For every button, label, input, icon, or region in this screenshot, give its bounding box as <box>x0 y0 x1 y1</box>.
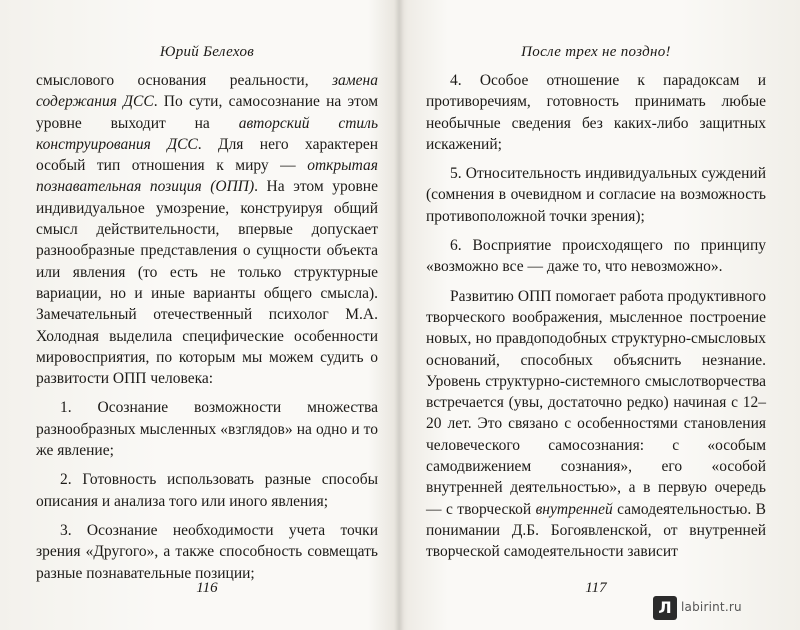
right-page-header: После трех не поздно! <box>521 44 671 60</box>
left-page-body <box>36 70 378 584</box>
left-page-header: Юрий Белехов <box>159 44 255 60</box>
paragraph <box>36 70 378 389</box>
text-run: 3. Осознание необходимости учета точки зрения «Другого», а также способность совмещать разные познавательные позиции; <box>36 521 378 582</box>
watermark-text: labirint.ru <box>681 600 742 614</box>
text-run: 4. Особое отношение к парадоксам и противоречиям, готовность принимать любые необычные сведения без каких-либо защитных искажений; <box>426 72 766 153</box>
text-run: смыслового основания реальности, <box>36 72 332 89</box>
paragraph <box>426 235 766 278</box>
text-run: 5. Относительность индивидуальных суждений (сомнения в очевидном и согласие на возможность противоположной точки зрения); <box>426 165 766 225</box>
italic-text: внутренней <box>535 500 613 518</box>
text-run: самодеятельностью. В понимании Д.Б. Богоявленской, от внутренней творческой самодеятельности зависит <box>426 500 766 561</box>
text-run: 1. Осознание возможности множества разнообразных мысленных «взглядов» на одно и то же явление; <box>36 399 378 460</box>
text-run: . По сути, самосознание на этом уровне выходит на <box>36 93 378 132</box>
book-gutter <box>394 0 404 630</box>
paragraph <box>426 286 766 563</box>
paragraph <box>36 520 378 584</box>
text-run: 6. Восприятие происходящего по принципу «возможно все — даже то, что невозможно». <box>426 237 766 276</box>
left-page <box>36 0 378 630</box>
italic-text: авторский стиль конструирования ДСС <box>36 114 378 153</box>
paragraph <box>426 163 766 227</box>
right-page <box>426 0 766 630</box>
italic-text: открытая познавательная позиция (ОПП) <box>36 157 378 196</box>
paragraph <box>36 469 378 512</box>
left-page-number: 116 <box>196 580 218 596</box>
right-page-number: 117 <box>585 580 607 596</box>
text-run: 2. Готовность использовать разные способы описания и анализа того или иного явления; <box>36 471 378 510</box>
text-run: Развитию ОПП помогает работа продуктивного творческого воображения, мысленное построение новых, но правдоподобных структурно-смысловых оснований, способных объяснить незнание. Уровень структурно-системного смыслотворчества встречается (увы, достаточно редко) начиная с 12–20 лет. Это связано с особенностями становления человеческого самосознания: с «особым самодвижением сознания», его «особой внутренней деятельностью», а в первую очередь — с творческой <box>426 287 766 518</box>
labirint-logo-icon: Л <box>653 596 677 620</box>
paragraph <box>36 397 378 461</box>
italic-text: замена содержания ДСС <box>36 72 378 111</box>
text-run: . Для него характерен особый тип отношения к миру — <box>36 135 378 175</box>
paragraph <box>426 70 766 155</box>
right-page-body <box>426 70 766 563</box>
text-run: . На этом уровне индивидуальное умозрение, конструируя общий смысл действительности, впервые допускает разнообразные представления о сущности объекта или явления (то есть не только структурные вариации, но и иные варианты общего смысла). Замечательный отечественный психолог М.А. Холодная выделила специфические особенности мировосприятия, по которым мы можем судить о развитости ОПП человека: <box>36 178 378 388</box>
